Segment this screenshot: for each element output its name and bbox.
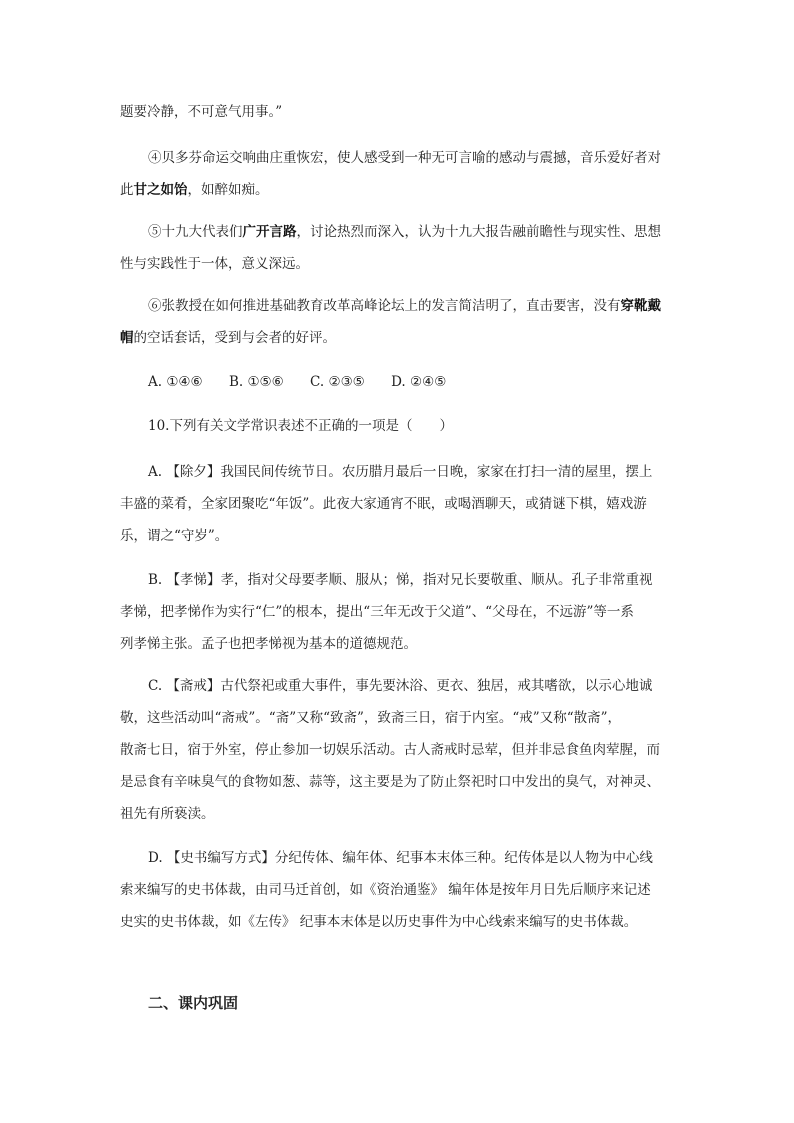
idiom-bold: 广开言路 (242, 224, 297, 240)
section-heading: 二、课内巩固 (148, 994, 239, 1012)
q10-option-d: D. 【史书编写方式】分纪传体、编年体、纪事本末体三种。纪传体是以人物为中心线 索来编写的史书体裁，由司马迁首创，如《资治通鉴》 编年体是按年月日先后顺序来记述 史实的史书体裁，如《左传》 纪事本末体是以历史事件为中心线索来编写的史书体裁。 (120, 850, 653, 930)
item-5: ⑤十九大代表们广开言路，讨论热烈而深入，认为十九大报告融前瞻性与现实性、思想 性与实践性于一体，意义深远。 (120, 224, 661, 272)
item-6: ⑥张教授在如何推进基础教育改革高峰论坛上的发言简洁明了，直击要害，没有穿靴戴 帽的空话套话，受到与会者的好评。 (120, 298, 661, 346)
q10-option-b: B. 【孝悌】孝，指对父母要孝顺、服从；悌，指对兄长要敬重、顺从。孔子非常重视 孝悌，把孝悌作为实行“仁”的根本，提出“三年无改于父道”、“父母在，不远游”等一系 列孝悌主张。孟子也把孝悌视为基本的道德规范。 (120, 572, 653, 652)
q10-stem: 10.下列有关文学常识表述不正确的一项是（ ） (148, 418, 453, 434)
option-b: B. ①⑤⑥ (228, 374, 284, 390)
option-d: D. ②④⑤ (391, 374, 447, 390)
option-c: C. ②③⑤ (310, 374, 365, 390)
option-a: A. ①④⑥ (148, 374, 203, 390)
q10-option-c: C. 【斋戒】古代祭祀或重大事件，事先要沐浴、更衣、独居，戒其嗜欲，以示心地诚 敬，这些活动叫“斋戒”。“斋”又称“致斋”，致斋三日，宿于内室。“戒”又称“散斋”， 散斋七日，宿于外室，停止参加一切娱乐活动。古人斋戒时忌荤，但并非忌食鱼肉荤腥，而 是忌食有辛味臭气的食物如葱、蒜等，这主要是为了防止祭祀时口中发出的臭气，对神灵、 祖先有所亵渎。 (120, 678, 660, 822)
item-4: ④贝多芬命运交响曲庄重恢宏，使人感受到一种无可言喻的感动与震撼，音乐爱好者对 此甘之如饴，如醉如痴。 (120, 150, 661, 198)
intro-line: 题要冷静，不可意气用事。” (120, 104, 283, 120)
idiom-bold: 甘之如饴 (133, 182, 188, 198)
q10-option-a: A. 【除夕】我国民间传统节日。农历腊月最后一日晚，家家在打扫一清的屋里，摆上 丰盛的菜肴，全家团聚吃“年饭”。此夜大家通宵不眠，或喝酒聊天，或猜谜下棋，嬉戏游 乐，谓之“守岁”。 (120, 464, 653, 544)
idiom-bold: 帽 (120, 330, 134, 346)
q9-options (120, 366, 680, 398)
idiom-bold: 穿靴戴 (620, 298, 661, 314)
